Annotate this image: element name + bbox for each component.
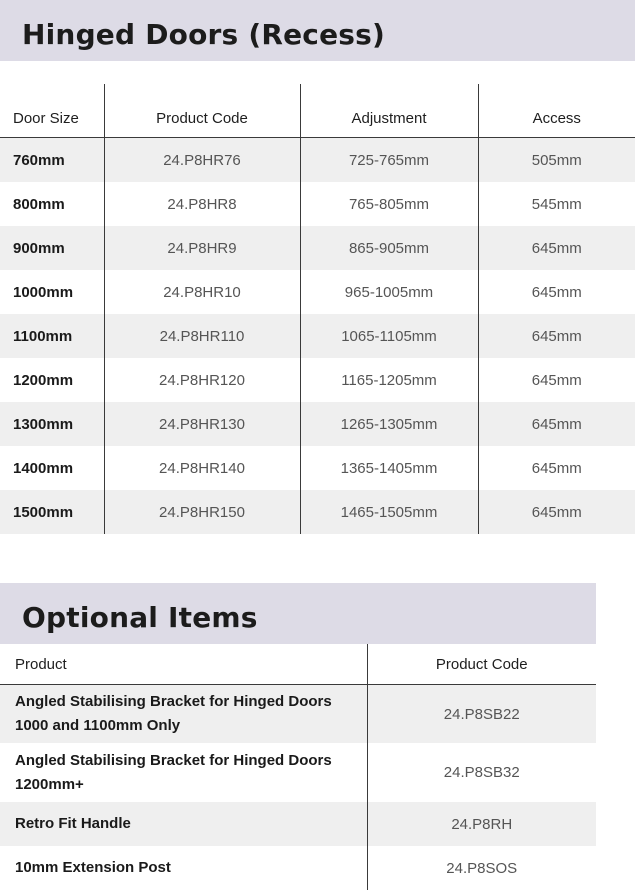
table-row: [0, 802, 596, 846]
product-code-cell: 24.P8HR10: [104, 270, 300, 314]
product-code-cell: 24.P8HR76: [104, 138, 300, 183]
adjustment-cell: 1165-1205mm: [300, 358, 478, 402]
door-size-cell: 1000mm: [13, 283, 74, 301]
header-access: Access: [478, 84, 635, 138]
product-code-cell: 24.P8HR130: [104, 402, 300, 446]
table-row: [0, 402, 635, 446]
product-cell: [0, 846, 367, 890]
product-code-cell: 24.P8HR150: [104, 490, 300, 534]
product-code-cell: 24.P8HR140: [104, 446, 300, 490]
table-row: [0, 358, 635, 402]
access-cell: 645mm: [478, 314, 635, 358]
table-row: [0, 446, 635, 490]
optional-items-table: [0, 644, 596, 890]
hinged-doors-title: Hinged Doors (Recess): [0, 0, 635, 61]
header-product-code: Product Code: [104, 84, 300, 138]
product-code-cell: 24.P8SB32: [367, 743, 596, 802]
door-size-cell: 900mm: [0, 226, 104, 270]
product-name-line: Angled Stabilising Bracket for Hinged Doors: [15, 693, 332, 710]
door-size-cell: 800mm: [13, 195, 65, 213]
header-product: Product: [0, 644, 367, 685]
door-size-cell: 1100mm: [0, 314, 104, 358]
optional-items-title: Optional Items: [0, 583, 596, 644]
product-cell: [0, 802, 367, 846]
product-name-line: 1200mm+: [15, 775, 84, 793]
table-row: [0, 743, 596, 802]
access-cell: 505mm: [478, 138, 635, 183]
product-code-cell: 24.P8RH: [367, 802, 596, 846]
header-door-size: Door Size: [0, 84, 104, 138]
table-row: [0, 182, 635, 226]
access-cell: 645mm: [478, 490, 635, 534]
door-size-cell: 760mm: [0, 138, 104, 183]
door-size-cell: 1300mm: [0, 402, 104, 446]
table-row: [0, 270, 635, 314]
access-cell: 645mm: [478, 270, 635, 314]
access-cell: 645mm: [478, 402, 635, 446]
door-size-cell: 1400mm: [13, 459, 74, 477]
adjustment-cell: 765-805mm: [300, 182, 478, 226]
header-adjustment: Adjustment: [300, 84, 478, 138]
table-row: [0, 490, 635, 534]
adjustment-cell: 1065-1105mm: [300, 314, 478, 358]
door-size-cell: 1200mm: [13, 371, 74, 389]
adjustment-cell: 965-1005mm: [300, 270, 478, 314]
product-name-line: 1000 and 1100mm Only: [15, 717, 181, 734]
product-code-cell: 24.P8HR120: [104, 358, 300, 402]
table-row: [0, 846, 596, 890]
table-row: [0, 314, 635, 358]
table-row: [0, 138, 635, 183]
product-name-line: Retro Fit Handle: [15, 815, 131, 832]
table-header-row: [0, 644, 596, 685]
product-code-cell: 24.P8HR9: [104, 226, 300, 270]
table-row: [0, 685, 596, 744]
product-code-cell: 24.P8HR110: [104, 314, 300, 358]
adjustment-cell: 1365-1405mm: [300, 446, 478, 490]
product-code-cell: 24.P8SOS: [367, 846, 596, 890]
product-code-cell: 24.P8HR8: [104, 182, 300, 226]
access-cell: 645mm: [478, 226, 635, 270]
adjustment-cell: 1465-1505mm: [300, 490, 478, 534]
adjustment-cell: 725-765mm: [300, 138, 478, 183]
access-cell: 545mm: [478, 182, 635, 226]
table-row: [0, 226, 635, 270]
product-name-line: Angled Stabilising Bracket for Hinged Doors: [15, 751, 332, 769]
door-size-cell: 1500mm: [0, 490, 104, 534]
table-header-row: [0, 84, 635, 138]
product-cell: [0, 685, 367, 744]
adjustment-cell: 1265-1305mm: [300, 402, 478, 446]
adjustment-cell: 865-905mm: [300, 226, 478, 270]
product-code-cell: 24.P8SB22: [367, 685, 596, 744]
header-product-code: Product Code: [367, 644, 596, 685]
access-cell: 645mm: [478, 358, 635, 402]
product-cell: [0, 743, 367, 802]
product-name-line: 10mm Extension Post: [15, 859, 171, 876]
access-cell: 645mm: [478, 446, 635, 490]
hinged-doors-table: [0, 84, 635, 534]
